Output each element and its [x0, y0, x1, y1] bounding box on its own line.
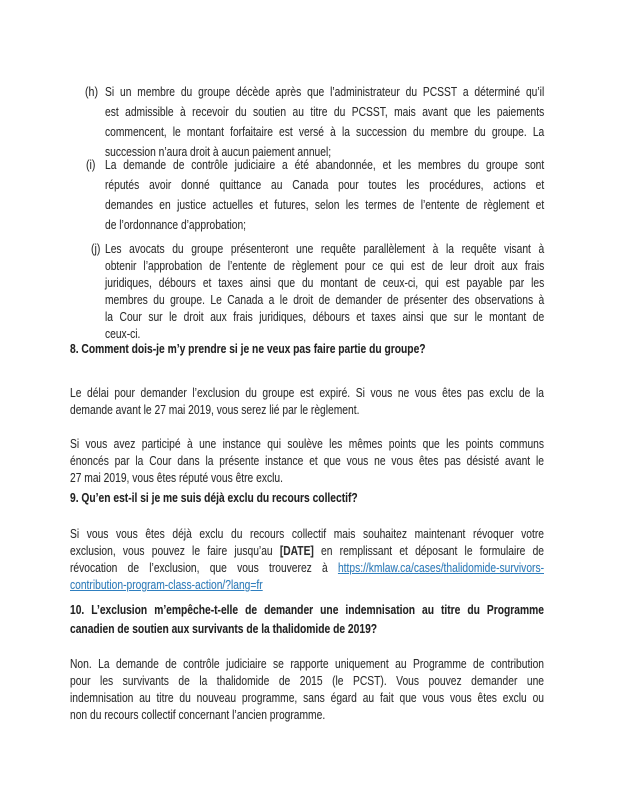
text-line	[70, 576, 544, 593]
list-item-j-label: (j)	[91, 241, 101, 256]
paragraph	[70, 384, 544, 418]
text-line: 27 mai 2019, vous êtes réputé vous être exclu.	[70, 470, 283, 485]
paragraph	[70, 525, 544, 593]
text-line: indemnisation au titre du nouveau programme, sans égard au fait que vous vous êtes exclu ou	[70, 690, 544, 705]
paragraph	[70, 435, 544, 486]
text-line: juridiques, débours et taxes ainsi que du montant de ceux-ci, qui est payable par les	[105, 275, 545, 290]
text-line: 10. L’exclusion m’empêche-t-elle de demander une indemnisation au titre du Programme	[70, 602, 544, 617]
list-item-h	[105, 82, 544, 162]
text-line: Le délai pour demander l’exclusion du groupe est expiré. Si vous ne vous êtes pas exclu de la	[70, 385, 544, 400]
list-item-h-label: (h)	[85, 84, 99, 99]
text-line: Si vous avez participé à une instance qui soulève les mêmes points que les points communs	[70, 436, 544, 451]
kmlaw-link[interactable]: contribution-program-class-action/?lang=fr	[70, 577, 263, 592]
text-line: commencent, le montant forfaitaire est versé à la succession du membre du groupe. La	[105, 124, 545, 139]
list-item-i	[105, 155, 544, 235]
text-line: demandes en justice actuelles et futures, selon les termes de l’entente de règlement et	[105, 197, 545, 212]
list-item-j	[105, 240, 544, 342]
text-line: Non. La demande de contrôle judiciaire se rapporte uniquement au Programme de contribution	[70, 656, 544, 671]
text-line: de l’ordonnance d’approbation;	[105, 217, 247, 232]
question-8-heading: 8. Comment dois-je m’y prendre si je ne veux pas faire partie du groupe?	[70, 341, 426, 356]
text-line: Si un membre du groupe décède après que l’administrateur du PCSST a déterminé qu’il	[105, 84, 545, 99]
question-10-heading	[70, 600, 544, 638]
text-line: canadien de soutien aux survivants de la thalidomide de 2019?	[70, 621, 378, 636]
question-9-heading: 9. Qu’en est-il si je me suis déjà exclu du recours collectif?	[70, 490, 358, 505]
text-line: demande avant le 27 mai 2019, vous serez lié par le règlement.	[70, 402, 360, 417]
text-line: la Cour sur le droit aux frais juridiques, débours et taxes ainsi que sur le montant de	[105, 309, 545, 324]
text-line	[70, 542, 544, 559]
text-line: non du recours collectif concernant l’ancien programme.	[70, 707, 326, 722]
text-segment: en remplissant et déposant le formulaire de	[313, 543, 544, 558]
text-line: succession n’aura droit à aucun paiement annuel;	[105, 144, 332, 159]
date-placeholder: [DATE]	[279, 543, 314, 558]
text-line: ceux-ci.	[105, 326, 141, 341]
kmlaw-link[interactable]: https://kmlaw.ca/cases/thalidomide-survivors-	[337, 560, 544, 575]
text-line: Les avocats du groupe présenteront une requête parallèlement à la requête visant à	[105, 241, 545, 256]
text-line: obtenir l’approbation de l’entente de règlement pour ce qui est de leur droit aux frais	[105, 258, 545, 273]
text-line: membres du groupe. Le Canada a le droit de demander de présenter des observations à	[105, 292, 545, 307]
text-segment: révocation de l’exclusion, que vous trouverez à	[70, 560, 338, 575]
text-line: réputés avoir donné quittance au Canada pour toutes les procédures, actions et	[105, 177, 545, 192]
text-line: est admissible à recevoir du soutien au titre du PCSST, mais avant que les paiements	[105, 104, 545, 119]
text-line: Si vous vous êtes déjà exclu du recours collectif mais souhaitez maintenant révoquer votre	[70, 526, 544, 541]
list-item-i-label: (i)	[86, 157, 96, 172]
paragraph	[70, 655, 544, 723]
text-line: pour les survivants de la thalidomide de 2015 (le PCST). Vous pouvez demander une	[70, 673, 544, 688]
text-line	[70, 559, 544, 576]
text-line: énoncés par la Cour dans la présente instance et que vous ne vous êtes pas désisté avant le	[70, 453, 544, 468]
text-line: La demande de contrôle judiciaire a été abandonnée, et les membres du groupe sont	[105, 157, 545, 172]
text-segment: exclusion, vous pouvez le faire jusqu’au	[70, 543, 280, 558]
